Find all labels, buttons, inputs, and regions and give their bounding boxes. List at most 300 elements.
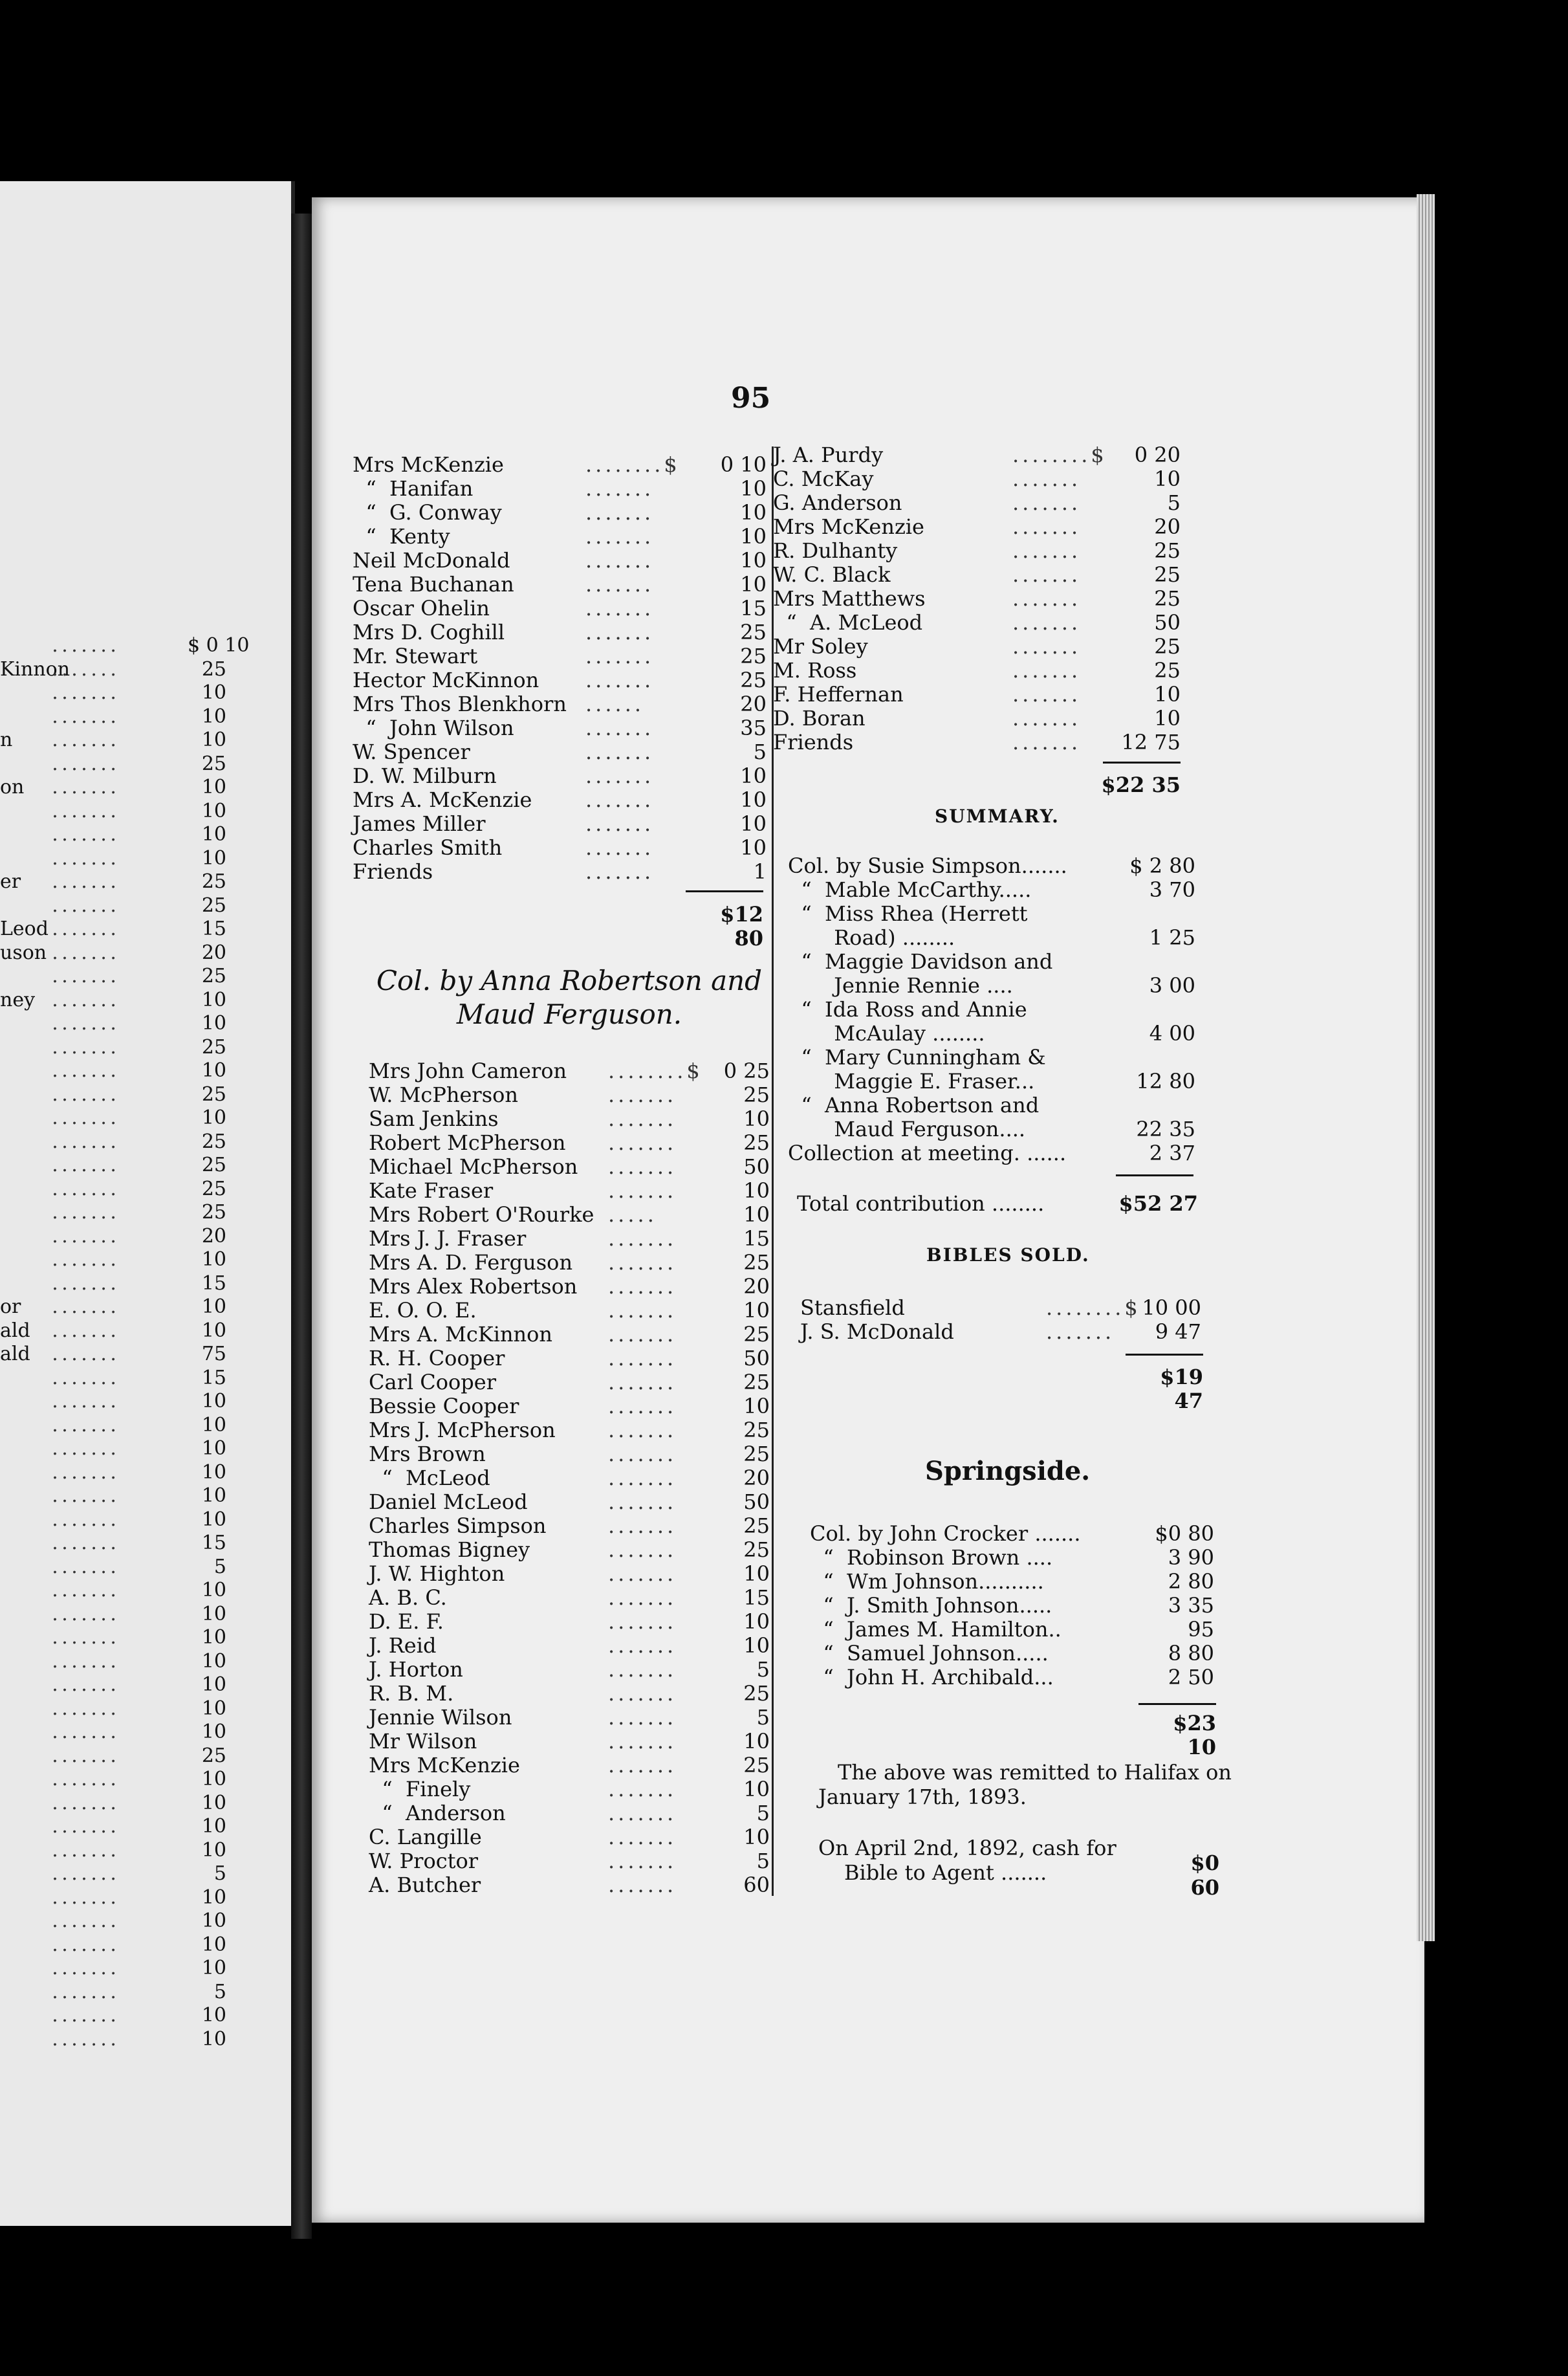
- leader-dots: .......: [608, 1346, 677, 1370]
- entry-amount: 10: [740, 500, 767, 525]
- left-entry-amount: 15: [201, 918, 226, 940]
- left-entry-amount: 75: [201, 1343, 226, 1365]
- leader-dots: .......: [608, 1873, 677, 1897]
- summary-entry: [788, 854, 1195, 878]
- left-page-row: [0, 1201, 285, 1225]
- donor-row: [369, 1562, 770, 1586]
- left-page-row: [0, 1130, 285, 1154]
- left-entry-name: or: [0, 1295, 21, 1318]
- left-page-row: [0, 753, 285, 776]
- entry-amount: 2 80: [1168, 1569, 1214, 1594]
- entry-amount: 10: [740, 476, 767, 501]
- left-page-row: [0, 800, 285, 824]
- entry-name: Col. by John Crocker .......: [810, 1521, 1081, 1546]
- donor-row: [353, 525, 767, 549]
- leader-dots: .......: [1012, 562, 1082, 587]
- donor-row: [773, 563, 1181, 587]
- donor-row: [773, 683, 1181, 707]
- bibles-total: $19 47: [1160, 1365, 1203, 1413]
- leader-dots: ․․․․․․․: [52, 918, 120, 940]
- entry-name: Carl Cooper: [369, 1370, 496, 1394]
- leader-dots: ․․․․․․․: [52, 1248, 120, 1271]
- entry-amount: 50: [743, 1154, 770, 1179]
- leader-dots: .......: [608, 1753, 677, 1777]
- left-page-row: [0, 847, 285, 871]
- collector-row: [810, 1666, 1214, 1689]
- entry-name: “ McLeod: [369, 1466, 490, 1490]
- entry-amount: 50: [743, 1346, 770, 1370]
- entry-name: Mrs D. Coghill: [353, 620, 505, 644]
- entry-name: “ Wm Johnson..........: [810, 1569, 1044, 1594]
- left-entry-amount: 15: [201, 1366, 226, 1389]
- col1-list1: [353, 453, 767, 884]
- donor-row: [773, 515, 1181, 539]
- left-entry-amount: 10: [201, 1768, 226, 1790]
- entry-amount: 25: [743, 1370, 770, 1394]
- entry-name: Bessie Cooper: [369, 1394, 519, 1418]
- leader-dots: .......: [608, 1394, 677, 1418]
- leader-dots: .......: [1012, 730, 1082, 754]
- left-entry-amount: 25: [201, 1130, 226, 1153]
- donor-row: [773, 611, 1181, 635]
- entry-amount: 10: [743, 1394, 770, 1418]
- left-entry-amount: 25: [201, 1744, 226, 1767]
- left-page-row: [0, 989, 285, 1013]
- donor-row: [353, 477, 767, 501]
- collector-row: [810, 1594, 1214, 1618]
- leader-dots: .......: [608, 1298, 677, 1323]
- entry-name: Mr. Stewart: [353, 644, 478, 668]
- left-page-row: [0, 705, 285, 729]
- donor-row: [369, 1418, 770, 1442]
- entry-amount: 0 10: [720, 452, 767, 477]
- left-page-row: [0, 1437, 285, 1461]
- entry-name: Mr Wilson: [369, 1729, 477, 1754]
- leader-dots: .......: [608, 1777, 677, 1801]
- entry-amount: 0 20: [1134, 443, 1181, 467]
- left-page-row: [0, 1012, 285, 1036]
- entry-amount: 0 25: [723, 1059, 770, 1083]
- leader-dots: .......: [1012, 514, 1082, 539]
- left-page-row: [0, 1343, 285, 1367]
- leader-dots: ․․․․․․․: [52, 1177, 120, 1200]
- summary-rule: [1116, 1174, 1193, 1176]
- left-entry-amount: 10: [201, 1602, 226, 1625]
- left-entry-amount: 15: [201, 1532, 226, 1554]
- total-contribution-value: $52 27: [1118, 1191, 1198, 1216]
- leader-dots: .......: [585, 787, 655, 812]
- entry-name: F. Heffernan: [773, 682, 904, 707]
- entry-amount: 5: [1167, 490, 1181, 515]
- summary-amount: 2 37: [1149, 1141, 1195, 1165]
- leader-dots: .......: [1046, 1319, 1115, 1344]
- leader-dots: ․․․․․․․: [52, 799, 120, 822]
- left-page-row: [0, 776, 285, 800]
- summary-amount: $ 2 80: [1129, 853, 1195, 878]
- donor-row: [369, 1107, 770, 1131]
- left-page-row: [0, 634, 285, 658]
- leader-dots: ․․․․․․․: [52, 1437, 120, 1460]
- left-page-row: [0, 658, 285, 682]
- entry-name: Mrs A. McKenzie: [353, 787, 532, 812]
- leader-dots: .......: [585, 476, 655, 501]
- summary-line: Maggie E. Fraser...: [788, 1069, 1035, 1094]
- leader-dots: .......: [585, 764, 655, 788]
- summary-entry: [788, 998, 1195, 1046]
- leader-dots: ․․․․․․․: [52, 1980, 120, 2003]
- leader-dots: ․․․․․․․: [52, 1460, 120, 1484]
- entry-amount: 15: [743, 1226, 770, 1251]
- left-page-row: [0, 870, 285, 894]
- leader-dots: ․․․․․․․: [52, 1295, 120, 1318]
- entry-amount: 25: [1154, 658, 1181, 683]
- leader-dots: ․․․․․․․: [52, 634, 120, 657]
- summary-entry: [788, 1141, 1195, 1165]
- donor-row: [353, 501, 767, 525]
- entry-name: W. Proctor: [369, 1849, 479, 1873]
- entry-amount: 3 35: [1168, 1593, 1214, 1618]
- left-entry-amount: 10: [201, 1059, 226, 1082]
- left-page-row: [0, 1579, 285, 1603]
- entry-name: Mrs McKenzie: [773, 514, 924, 539]
- leader-dots: .......: [585, 740, 655, 764]
- entry-amount: 25: [740, 668, 767, 692]
- entry-amount: 25: [1154, 538, 1181, 563]
- leader-dots: .......: [608, 1801, 677, 1825]
- leader-dots: .......: [1012, 634, 1082, 659]
- total-contribution-row: [797, 1192, 1198, 1216]
- donor-row: [369, 1203, 770, 1227]
- leader-dots: ․․․․․․․: [52, 1744, 120, 1767]
- donor-row: [353, 621, 767, 644]
- left-entry-amount: 10: [201, 1413, 226, 1436]
- leader-dots: ․․․․․․․: [52, 1909, 120, 1932]
- donor-row: [353, 453, 767, 477]
- leader-dots: .......: [608, 1178, 677, 1203]
- leader-dots: ․․․․․․․: [52, 1035, 120, 1059]
- entry-amount: 60: [743, 1873, 770, 1897]
- left-page-row: [0, 1792, 285, 1816]
- leader-dots: ․․․․․․․: [52, 1649, 120, 1673]
- summary-entry: [788, 950, 1195, 998]
- entry-name: D. E. F.: [369, 1609, 444, 1634]
- summary-line: Maud Ferguson....: [788, 1117, 1026, 1141]
- donor-row: [369, 1586, 770, 1610]
- entry-amount: 10: [740, 548, 767, 573]
- bibles-sold-heading: BIBLES SOLD.: [926, 1244, 1090, 1266]
- left-page-row: [0, 1909, 285, 1933]
- entry-amount: 25: [1154, 562, 1181, 587]
- left-entry-amount: 10: [201, 681, 226, 704]
- entry-name: Charles Simpson: [369, 1513, 547, 1538]
- donor-row: [369, 1251, 770, 1275]
- donor-row: [369, 1227, 770, 1251]
- left-entry-name: Kinnon: [0, 657, 71, 681]
- entry-amount: 25: [743, 1130, 770, 1155]
- left-page-row: [0, 2028, 285, 2052]
- left-entry-amount: 10: [201, 1508, 226, 1531]
- left-page-row: [0, 1933, 285, 1957]
- donor-row: [353, 788, 767, 812]
- entry-amount: 15: [740, 596, 767, 621]
- donor-row: [369, 1131, 770, 1155]
- leader-dots: ․․․․․․․: [52, 1838, 120, 1862]
- left-page-row: [0, 1721, 285, 1744]
- donor-row: [773, 635, 1181, 659]
- col2-total1-rule: [1103, 762, 1181, 764]
- left-page-row: [0, 1154, 285, 1178]
- left-entry-amount: 10: [201, 1484, 226, 1507]
- entry-amount: 15: [743, 1585, 770, 1610]
- entry-name: E. O. O. E.: [369, 1298, 477, 1323]
- left-entry-amount: 25: [201, 1154, 226, 1176]
- left-page-row: [0, 1768, 285, 1792]
- entry-name: W. C. Black: [773, 562, 891, 587]
- leader-dots: ․․․․․․․: [52, 965, 120, 987]
- entry-name: Mrs A. D. Ferguson: [369, 1250, 573, 1275]
- donor-row: [369, 1730, 770, 1754]
- leader-dots: ․․․․․․․: [52, 1768, 120, 1790]
- leader-dots: ․․․․․․․: [52, 1319, 120, 1342]
- entry-name: Mrs A. McKinnon: [369, 1322, 553, 1347]
- entry-amount: 10: [743, 1633, 770, 1658]
- leader-dots: .......: [585, 644, 655, 668]
- left-page-row: [0, 1059, 285, 1083]
- entry-amount: 20: [743, 1274, 770, 1299]
- entry-amount: 25: [743, 1537, 770, 1562]
- entry-name: Mrs McKenzie: [353, 452, 504, 477]
- entry-name: Mrs John Cameron: [369, 1059, 567, 1083]
- total-contribution-label: Total contribution ........: [797, 1191, 1045, 1216]
- entry-amount: 10: [1154, 467, 1181, 491]
- summary-line: Collection at meeting. ......: [788, 1141, 1067, 1165]
- remittance-note: The above was remitted to Halifax on January 17th, 1893.: [818, 1760, 1232, 1809]
- entry-name: W. Spencer: [353, 740, 470, 764]
- leader-dots: .......: [1012, 538, 1082, 563]
- leader-dots: ․․․․․․․: [52, 1532, 120, 1554]
- leader-dots: ․․․․․․․: [52, 2027, 120, 2051]
- bible-sale-row: [800, 1296, 1201, 1320]
- leader-dots: .......: [608, 1513, 677, 1538]
- left-entry-amount: 15: [201, 1271, 226, 1295]
- entry-name: J. Horton: [369, 1657, 463, 1682]
- leader-dots: .......: [585, 859, 655, 884]
- left-entry-name: ald: [0, 1343, 30, 1365]
- summary-amount: 22 35: [1136, 1117, 1195, 1141]
- summary-list: [788, 854, 1195, 1165]
- left-entry-amount: 10: [201, 1697, 226, 1720]
- left-entry-amount: 25: [201, 657, 226, 681]
- donor-row: [353, 692, 767, 716]
- donor-row: [353, 860, 767, 884]
- leader-dots: .....: [608, 1202, 657, 1227]
- summary-entry: [788, 1046, 1195, 1094]
- entry-amount: 10: [740, 811, 767, 836]
- leader-dots: ․․․․․․․: [52, 681, 120, 704]
- leader-dots: .......: [608, 1466, 677, 1490]
- donor-row: [353, 716, 767, 740]
- entry-amount: 10: [743, 1202, 770, 1227]
- donor-row: [369, 1682, 770, 1706]
- entry-name: Mrs Brown: [369, 1442, 486, 1466]
- entry-amount: 25: [743, 1753, 770, 1777]
- summary-amount: 3 00: [1149, 973, 1195, 998]
- leader-dots: ․․․․․․․: [52, 1083, 120, 1106]
- leader-dots: .......: [1012, 490, 1082, 515]
- entry-amount: 8 80: [1168, 1641, 1214, 1666]
- book-gutter: [291, 214, 312, 2239]
- left-entry-amount: 10: [201, 1437, 226, 1460]
- donor-row: [369, 1610, 770, 1634]
- donor-row: [369, 1538, 770, 1562]
- left-entry-name: Leod: [0, 918, 49, 940]
- entry-name: “ Robinson Brown ....: [810, 1545, 1053, 1570]
- entry-amount: 25: [743, 1442, 770, 1466]
- entry-amount: 25: [743, 1322, 770, 1347]
- leader-dots: ․․․․․․․: [52, 1791, 120, 1814]
- donor-row: [369, 1754, 770, 1777]
- bibles-list: [800, 1296, 1201, 1344]
- entry-amount: 50: [1154, 610, 1181, 635]
- entry-amount: 25: [743, 1250, 770, 1275]
- left-entry-amount: 10: [201, 776, 226, 798]
- leader-dots: ․․․․․․․: [52, 1886, 120, 1909]
- entry-amount: 10: [740, 764, 767, 788]
- entry-name: Oscar Ohelin: [353, 596, 490, 621]
- leader-dots: .......: [1012, 658, 1082, 683]
- entry-name: “ Anderson: [369, 1801, 506, 1825]
- donor-row: [369, 1370, 770, 1394]
- entry-name: Mrs J. J. Fraser: [369, 1226, 527, 1251]
- donor-row: [369, 1777, 770, 1801]
- leader-dots: .......: [585, 620, 655, 644]
- left-page-row: [0, 1744, 285, 1768]
- entry-amount: $0 80: [1155, 1521, 1214, 1546]
- donor-row: [369, 1490, 770, 1514]
- left-page-row: [0, 1957, 285, 1981]
- leader-dots: .......: [585, 572, 655, 597]
- leader-dots: .......: [608, 1825, 677, 1849]
- entry-amount: 5: [756, 1849, 770, 1873]
- donor-row: [773, 707, 1181, 731]
- donor-row: [369, 1179, 770, 1203]
- summary-line: Road) ........: [788, 925, 955, 950]
- entry-name: Thomas Bigney: [369, 1537, 530, 1562]
- leader-dots: .......: [608, 1370, 677, 1394]
- left-page-row: [0, 1508, 285, 1532]
- left-entry-amount: 25: [201, 870, 226, 893]
- leader-dots: ․․․․․․․: [52, 705, 120, 728]
- donor-row: [369, 1634, 770, 1658]
- entry-amount: 10: [743, 1178, 770, 1203]
- entry-name: Tena Buchanan: [353, 572, 514, 597]
- left-page-row: [0, 1484, 285, 1508]
- left-page-row: [0, 1319, 285, 1343]
- leader-dots: ․․․․․․․: [52, 752, 120, 775]
- left-entry-name: ald: [0, 1319, 30, 1342]
- leader-dots: .......: [608, 1250, 677, 1275]
- donor-row: [353, 597, 767, 621]
- donor-row: [353, 812, 767, 836]
- leader-dots: ․․․․․․․: [52, 2004, 120, 2027]
- agent-note-line1: On April 2nd, 1892, cash for: [818, 1836, 1116, 1860]
- leader-dots: .......: [608, 1633, 677, 1658]
- entry-name: “ Hanifan: [353, 476, 474, 501]
- left-entry-amount: 10: [201, 1721, 226, 1743]
- left-entry-amount: 10: [201, 1673, 226, 1696]
- entry-name: Neil McDonald: [353, 548, 510, 573]
- left-entry-amount: 10: [201, 705, 226, 728]
- entry-amount: 3 90: [1168, 1545, 1214, 1570]
- entry-name: “ Kenty: [353, 524, 450, 549]
- left-entry-amount: 10: [201, 1390, 226, 1413]
- donor-row: [369, 1347, 770, 1370]
- left-entry-amount: 10: [201, 1012, 226, 1035]
- entry-name: Kate Fraser: [369, 1178, 494, 1203]
- entry-name: Mrs Robert O'Rourke: [369, 1202, 594, 1227]
- left-page: [0, 181, 295, 2226]
- entry-amount: 10: [743, 1561, 770, 1586]
- entry-name: M. Ross: [773, 658, 857, 683]
- summary-line: “ Anna Robertson and: [788, 1093, 1040, 1117]
- left-page-row: [0, 965, 285, 989]
- summary-line: Jennie Rennie ....: [788, 973, 1013, 998]
- entry-amount: 25: [743, 1083, 770, 1107]
- entry-name: “ John H. Archibald...: [810, 1665, 1054, 1689]
- collector-row: [810, 1522, 1214, 1546]
- donor-row: [369, 1706, 770, 1730]
- left-page-row: [0, 1886, 285, 1910]
- leader-dots: ․․․․․․․: [52, 1059, 120, 1082]
- leader-dots: .......: [585, 668, 655, 692]
- entry-name: Charles Smith: [353, 835, 503, 860]
- leader-dots: ․․․․․․․: [52, 1224, 120, 1248]
- entry-name: J. Reid: [369, 1633, 437, 1658]
- entry-name: J. W. Highton: [369, 1561, 505, 1586]
- entry-amount: 35: [740, 716, 767, 740]
- entry-amount: 5: [756, 1657, 770, 1682]
- donor-row: [353, 668, 767, 692]
- summary-line: “ Ida Ross and Annie: [788, 997, 1027, 1022]
- leader-dots: .......: [608, 1418, 677, 1442]
- entry-amount: 25: [743, 1418, 770, 1442]
- donor-row: [773, 491, 1181, 515]
- summary-amount: 12 80: [1136, 1069, 1195, 1094]
- leader-dots: .......: [608, 1849, 677, 1873]
- entry-name: James Miller: [353, 811, 486, 836]
- col1-total1-rule: [686, 890, 763, 892]
- donor-row: [773, 467, 1181, 491]
- entry-name: D. W. Milburn: [353, 764, 497, 788]
- donor-row: [773, 731, 1181, 754]
- page-number: 95: [731, 382, 771, 415]
- left-entry-amount: 10: [201, 1933, 226, 1956]
- leader-dots: ․․․․․․․: [52, 1602, 120, 1625]
- entry-name: Sam Jenkins: [369, 1106, 499, 1131]
- leader-dots: .......: [585, 716, 655, 740]
- entry-amount: 1: [753, 859, 767, 884]
- left-page-row: [0, 1556, 285, 1579]
- entry-amount: 25: [1154, 586, 1181, 611]
- left-entry-amount: 10: [201, 1886, 226, 1909]
- left-page-row: [0, 1461, 285, 1485]
- leader-dots: ......: [585, 692, 645, 716]
- leader-dots: .......: [585, 596, 655, 621]
- leader-dots: ․․․․․․․: [52, 1815, 120, 1838]
- leader-dots: ․․․․․․․: [52, 729, 120, 751]
- leader-dots: ․․․․․․․: [52, 1579, 120, 1601]
- left-entry-amount: 25: [201, 1177, 226, 1200]
